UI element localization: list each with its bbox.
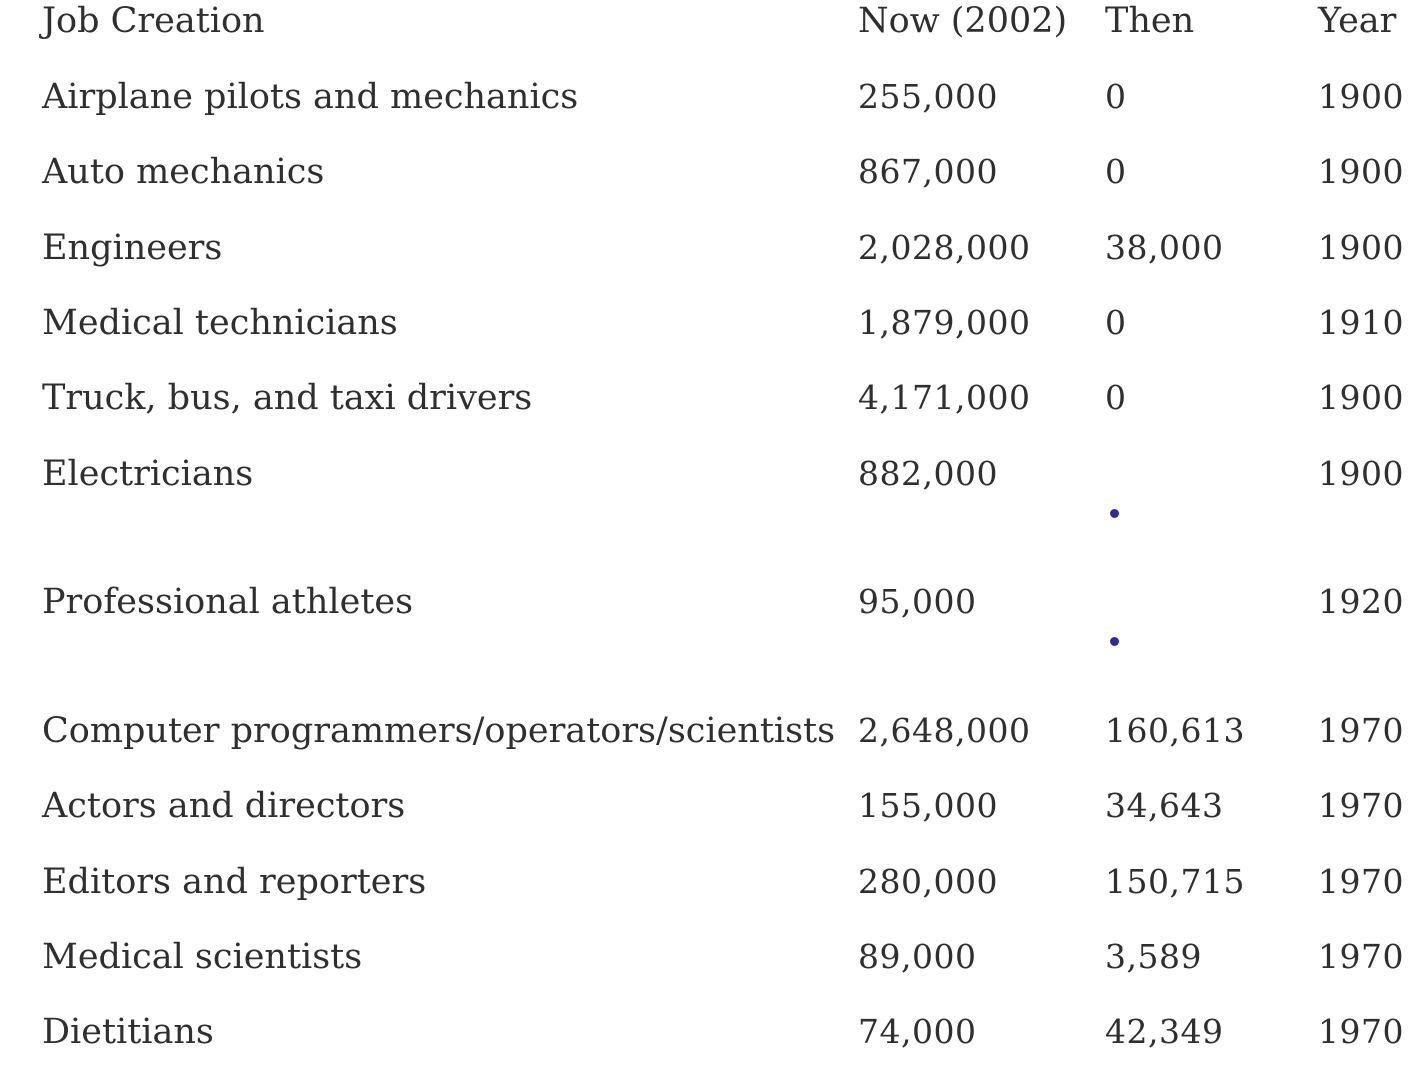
job-title-cell: Editors and reporters xyxy=(42,862,427,902)
then-cell: 34,643 xyxy=(1105,786,1224,825)
now-2002-cell: 155,000 xyxy=(858,786,998,825)
year-cell: 1970 xyxy=(1318,711,1404,750)
job-title-cell: Computer programmers/operators/scientists xyxy=(42,711,836,751)
now-2002-cell: 2,028,000 xyxy=(858,228,1031,267)
year-cell: 1900 xyxy=(1318,378,1404,417)
job-title-cell: Dietitians xyxy=(42,1012,214,1052)
then-cell: 160,613 xyxy=(1105,711,1245,750)
year-cell: 1970 xyxy=(1318,786,1404,825)
then-cell: 38,000 xyxy=(1105,228,1224,267)
job-title-cell: Truck, bus, and taxi drivers xyxy=(42,378,533,418)
then-cell: 0 xyxy=(1105,378,1127,417)
job-title-cell: Electricians xyxy=(42,454,254,494)
year-cell: 1970 xyxy=(1318,862,1404,901)
year-cell: 1900 xyxy=(1318,77,1404,116)
now-2002-cell: 867,000 xyxy=(858,152,998,191)
then-cell: 3,589 xyxy=(1105,937,1202,976)
year-cell: 1920 xyxy=(1318,582,1404,621)
header-year: Year xyxy=(1318,1,1397,41)
header-job-creation: Job Creation xyxy=(42,1,265,41)
now-2002-cell: 255,000 xyxy=(858,77,998,116)
job-title-cell: Auto mechanics xyxy=(42,152,325,192)
now-2002-cell: 1,879,000 xyxy=(858,303,1031,342)
year-cell: 1910 xyxy=(1318,303,1404,342)
job-title-cell: Medical technicians xyxy=(42,303,398,343)
job-title-cell: Professional athletes xyxy=(42,582,414,622)
then-cell: 0 xyxy=(1105,152,1127,191)
then-cell: 0 xyxy=(1105,303,1127,342)
year-cell: 1970 xyxy=(1318,1012,1404,1051)
then-cell: 150,715 xyxy=(1105,862,1245,901)
now-2002-cell: 882,000 xyxy=(858,454,998,493)
year-cell: 1900 xyxy=(1318,454,1404,493)
year-cell: 1900 xyxy=(1318,228,1404,267)
header-then: Then xyxy=(1105,1,1195,41)
then-dot-marker xyxy=(1110,509,1119,518)
job-title-cell: Engineers xyxy=(42,228,223,268)
year-cell: 1900 xyxy=(1318,152,1404,191)
then-cell: 0 xyxy=(1105,77,1127,116)
now-2002-cell: 89,000 xyxy=(858,937,977,976)
job-title-cell: Actors and directors xyxy=(42,786,406,826)
now-2002-cell: 2,648,000 xyxy=(858,711,1031,750)
job-title-cell: Medical scientists xyxy=(42,937,363,977)
now-2002-cell: 74,000 xyxy=(858,1012,977,1051)
now-2002-cell: 95,000 xyxy=(858,582,977,621)
now-2002-cell: 4,171,000 xyxy=(858,378,1031,417)
now-2002-cell: 280,000 xyxy=(858,862,998,901)
header-now-2002: Now (2002) xyxy=(858,1,1068,41)
job-title-cell: Airplane pilots and mechanics xyxy=(42,77,579,117)
then-cell: 42,349 xyxy=(1105,1012,1224,1051)
then-dot-marker xyxy=(1110,637,1119,646)
year-cell: 1970 xyxy=(1318,937,1404,976)
